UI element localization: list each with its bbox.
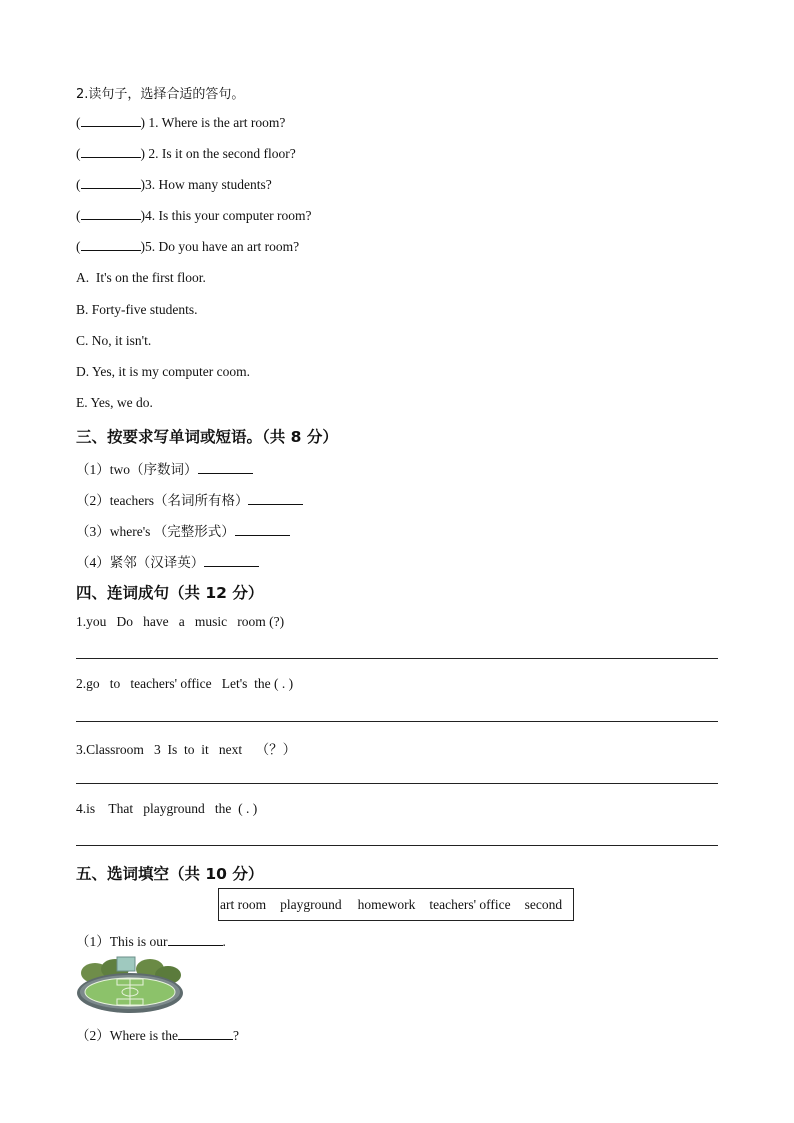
question-row: ( ) 2. Is it on the second floor?: [76, 146, 296, 161]
question-row: ( )4. Is this your computer room?: [76, 208, 312, 223]
question-text: How many students?: [158, 177, 272, 192]
word-item: [76, 520, 290, 540]
answer-line[interactable]: [76, 783, 718, 784]
question-number: 4.: [145, 208, 156, 223]
word-item-text: （4）紧邻（汉译英）: [76, 555, 205, 570]
answer-line[interactable]: [76, 658, 718, 659]
word-item-text: （1）two（序数词）: [76, 462, 198, 477]
word-bank-item: homework: [357, 896, 416, 912]
section5-heading: 五、选词填空（共 10 分）: [76, 865, 264, 883]
question-row: ( )3. How many students?: [76, 177, 272, 192]
fill-item: [76, 930, 226, 950]
question-text: Where is the art room?: [161, 115, 286, 130]
word-item: [76, 458, 253, 478]
answer-line[interactable]: [76, 845, 718, 846]
answer-option: E. Yes, we do.: [76, 395, 153, 410]
answer-blank[interactable]: [168, 934, 223, 946]
answer-blank[interactable]: [198, 462, 253, 474]
word-bank: [218, 888, 574, 921]
word-bank-item: teachers' office: [429, 896, 511, 912]
section4-heading: 四、连词成句（共 12 分）: [76, 584, 264, 602]
scramble-item: 2.go to teachers' office Let's the ( . ): [76, 676, 294, 691]
question-text: Is it on the second floor?: [161, 146, 296, 161]
word-bank-item: second: [524, 896, 563, 912]
answer-blank[interactable]: [178, 1028, 233, 1040]
word-bank-item: art room: [220, 896, 267, 912]
question-row: ( ) 1. Where is the art room?: [76, 115, 286, 130]
answer-option: A. It's on the first floor.: [76, 270, 206, 285]
question-number: 2.: [148, 146, 159, 161]
section2-heading: 2.读句子，选择合适的答句。: [76, 87, 245, 102]
fill-item-suffix: .: [222, 934, 226, 949]
scramble-item: 4.is That playground the ( . ): [76, 801, 258, 816]
question-row: ( )5. Do you have an art room?: [76, 239, 300, 254]
answer-option: B. Forty-five students.: [76, 302, 198, 317]
answer-blank[interactable]: [81, 115, 141, 127]
question-number: 5.: [145, 239, 156, 254]
answer-line[interactable]: [76, 721, 718, 722]
answer-blank[interactable]: [81, 239, 141, 251]
answer-option: D. Yes, it is my computer coom.: [76, 364, 250, 379]
answer-blank[interactable]: [81, 146, 141, 158]
answer-blank[interactable]: [235, 524, 290, 536]
scramble-item: 1.you Do have a music room (?): [76, 614, 285, 629]
word-item: [76, 551, 259, 571]
word-bank-item: playground: [280, 896, 342, 912]
answer-blank[interactable]: [248, 493, 303, 505]
answer-blank[interactable]: [81, 208, 141, 220]
answer-blank[interactable]: [204, 555, 259, 567]
section3-heading: 三、按要求写单词或短语。（共 8 分）: [76, 428, 338, 446]
answer-option: C. No, it isn't.: [76, 333, 152, 348]
fill-item-text: （2）Where is the: [76, 1028, 178, 1043]
question-text: Is this your computer room?: [158, 208, 312, 223]
answer-blank[interactable]: [81, 177, 141, 189]
word-item-text: （2）teachers（名词所有格）: [76, 493, 249, 508]
word-item-text: （3）where's （完整形式）: [76, 524, 235, 539]
fill-item-text: （1）This is our: [76, 934, 168, 949]
scramble-item: 3.Classroom 3 Is to it next （？）: [76, 742, 297, 757]
question-number: 1.: [148, 115, 159, 130]
question-number: 3.: [145, 177, 156, 192]
question-text: Do you have an art room?: [158, 239, 300, 254]
fill-item: [76, 1024, 239, 1044]
word-item: [76, 489, 303, 509]
playground-illustration: [75, 955, 185, 1015]
fill-item-suffix: ?: [232, 1028, 239, 1043]
